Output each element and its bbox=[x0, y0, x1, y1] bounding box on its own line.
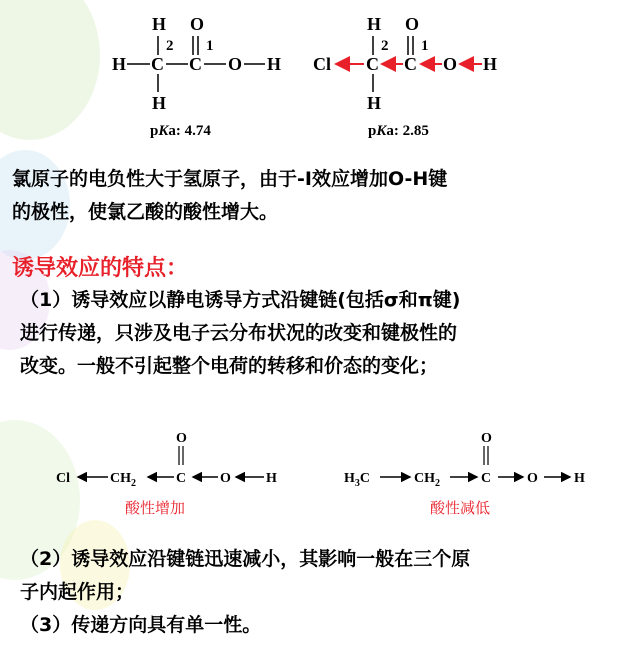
chloro-chain bbox=[56, 431, 277, 489]
text-line: （1）诱导效应以静电诱导方式沿键链(包括σ和π键) bbox=[20, 289, 461, 311]
bond-number: 1 bbox=[421, 38, 429, 54]
atom-c: C bbox=[366, 54, 379, 74]
atom-h: H bbox=[152, 14, 167, 34]
methyl-chain bbox=[344, 431, 585, 489]
text-line: 氯原子的电负性大于氢原子，由于-I效应增加O-H键 bbox=[12, 168, 448, 190]
point-2-paragraph bbox=[20, 543, 640, 642]
acidity-increase-label: 酸性增加 bbox=[125, 499, 186, 517]
atom-h: H bbox=[367, 14, 382, 34]
section-heading: 诱导效应的特点： bbox=[12, 256, 189, 281]
text-line: 子内起作用； bbox=[20, 581, 135, 603]
atom-h: H bbox=[367, 93, 382, 113]
acetic-acid-structure bbox=[112, 14, 281, 139]
atom-c: C bbox=[151, 54, 164, 74]
atom-c: C bbox=[176, 471, 187, 486]
group-h3c: $H_3C$ bbox=[344, 471, 371, 489]
atom-h: H bbox=[483, 54, 498, 74]
bond-number: 2 bbox=[381, 38, 389, 54]
acidity-decrease-label: 酸性减低 bbox=[430, 499, 491, 517]
pka-value: pKa: 2.85 bbox=[368, 123, 429, 139]
atom-o: O bbox=[176, 431, 187, 446]
inductive-chain-diagrams bbox=[0, 420, 641, 520]
atom-o: O bbox=[405, 14, 420, 34]
atom-c: C bbox=[404, 54, 417, 74]
text-line: （3）传递方向具有单一性。 bbox=[20, 614, 262, 636]
atom-c: C bbox=[189, 54, 202, 74]
atom-h: H bbox=[266, 471, 277, 486]
atom-h: H bbox=[267, 54, 282, 74]
bond-number: 1 bbox=[206, 38, 214, 54]
atom-h: H bbox=[574, 471, 585, 486]
atom-cl: Cl bbox=[313, 54, 331, 74]
atom-o: O bbox=[220, 471, 231, 486]
atom-o: O bbox=[190, 14, 205, 34]
atom-h: H bbox=[152, 93, 167, 113]
text-line: 改变。一般不引起整个电荷的转移和价态的变化； bbox=[20, 355, 439, 377]
group-ch2: $CH_2$ bbox=[110, 471, 136, 489]
atom-h: H bbox=[112, 54, 127, 74]
atom-c: C bbox=[481, 471, 492, 486]
text-line: 的极性，使氯乙酸的酸性增大。 bbox=[12, 201, 279, 223]
atom-cl: Cl bbox=[56, 471, 70, 486]
text-line: （2）诱导效应沿键链迅速减小，其影响一般在三个原 bbox=[20, 548, 471, 570]
bond-number: 2 bbox=[166, 38, 174, 54]
point-1-paragraph bbox=[20, 284, 640, 383]
pka-value: pKa: 4.74 bbox=[150, 123, 211, 139]
atom-o: O bbox=[527, 471, 538, 486]
group-ch2: $CH_2$ bbox=[414, 471, 440, 489]
explanation-paragraph bbox=[12, 163, 632, 229]
acid-structures bbox=[0, 0, 641, 150]
atom-o: O bbox=[443, 54, 458, 74]
chloroacetic-acid-structure bbox=[313, 14, 497, 139]
text-line: 进行传递，只涉及电子云分布状况的改变和键极性的 bbox=[20, 322, 458, 344]
atom-o: O bbox=[228, 54, 243, 74]
atom-o: O bbox=[481, 431, 492, 446]
